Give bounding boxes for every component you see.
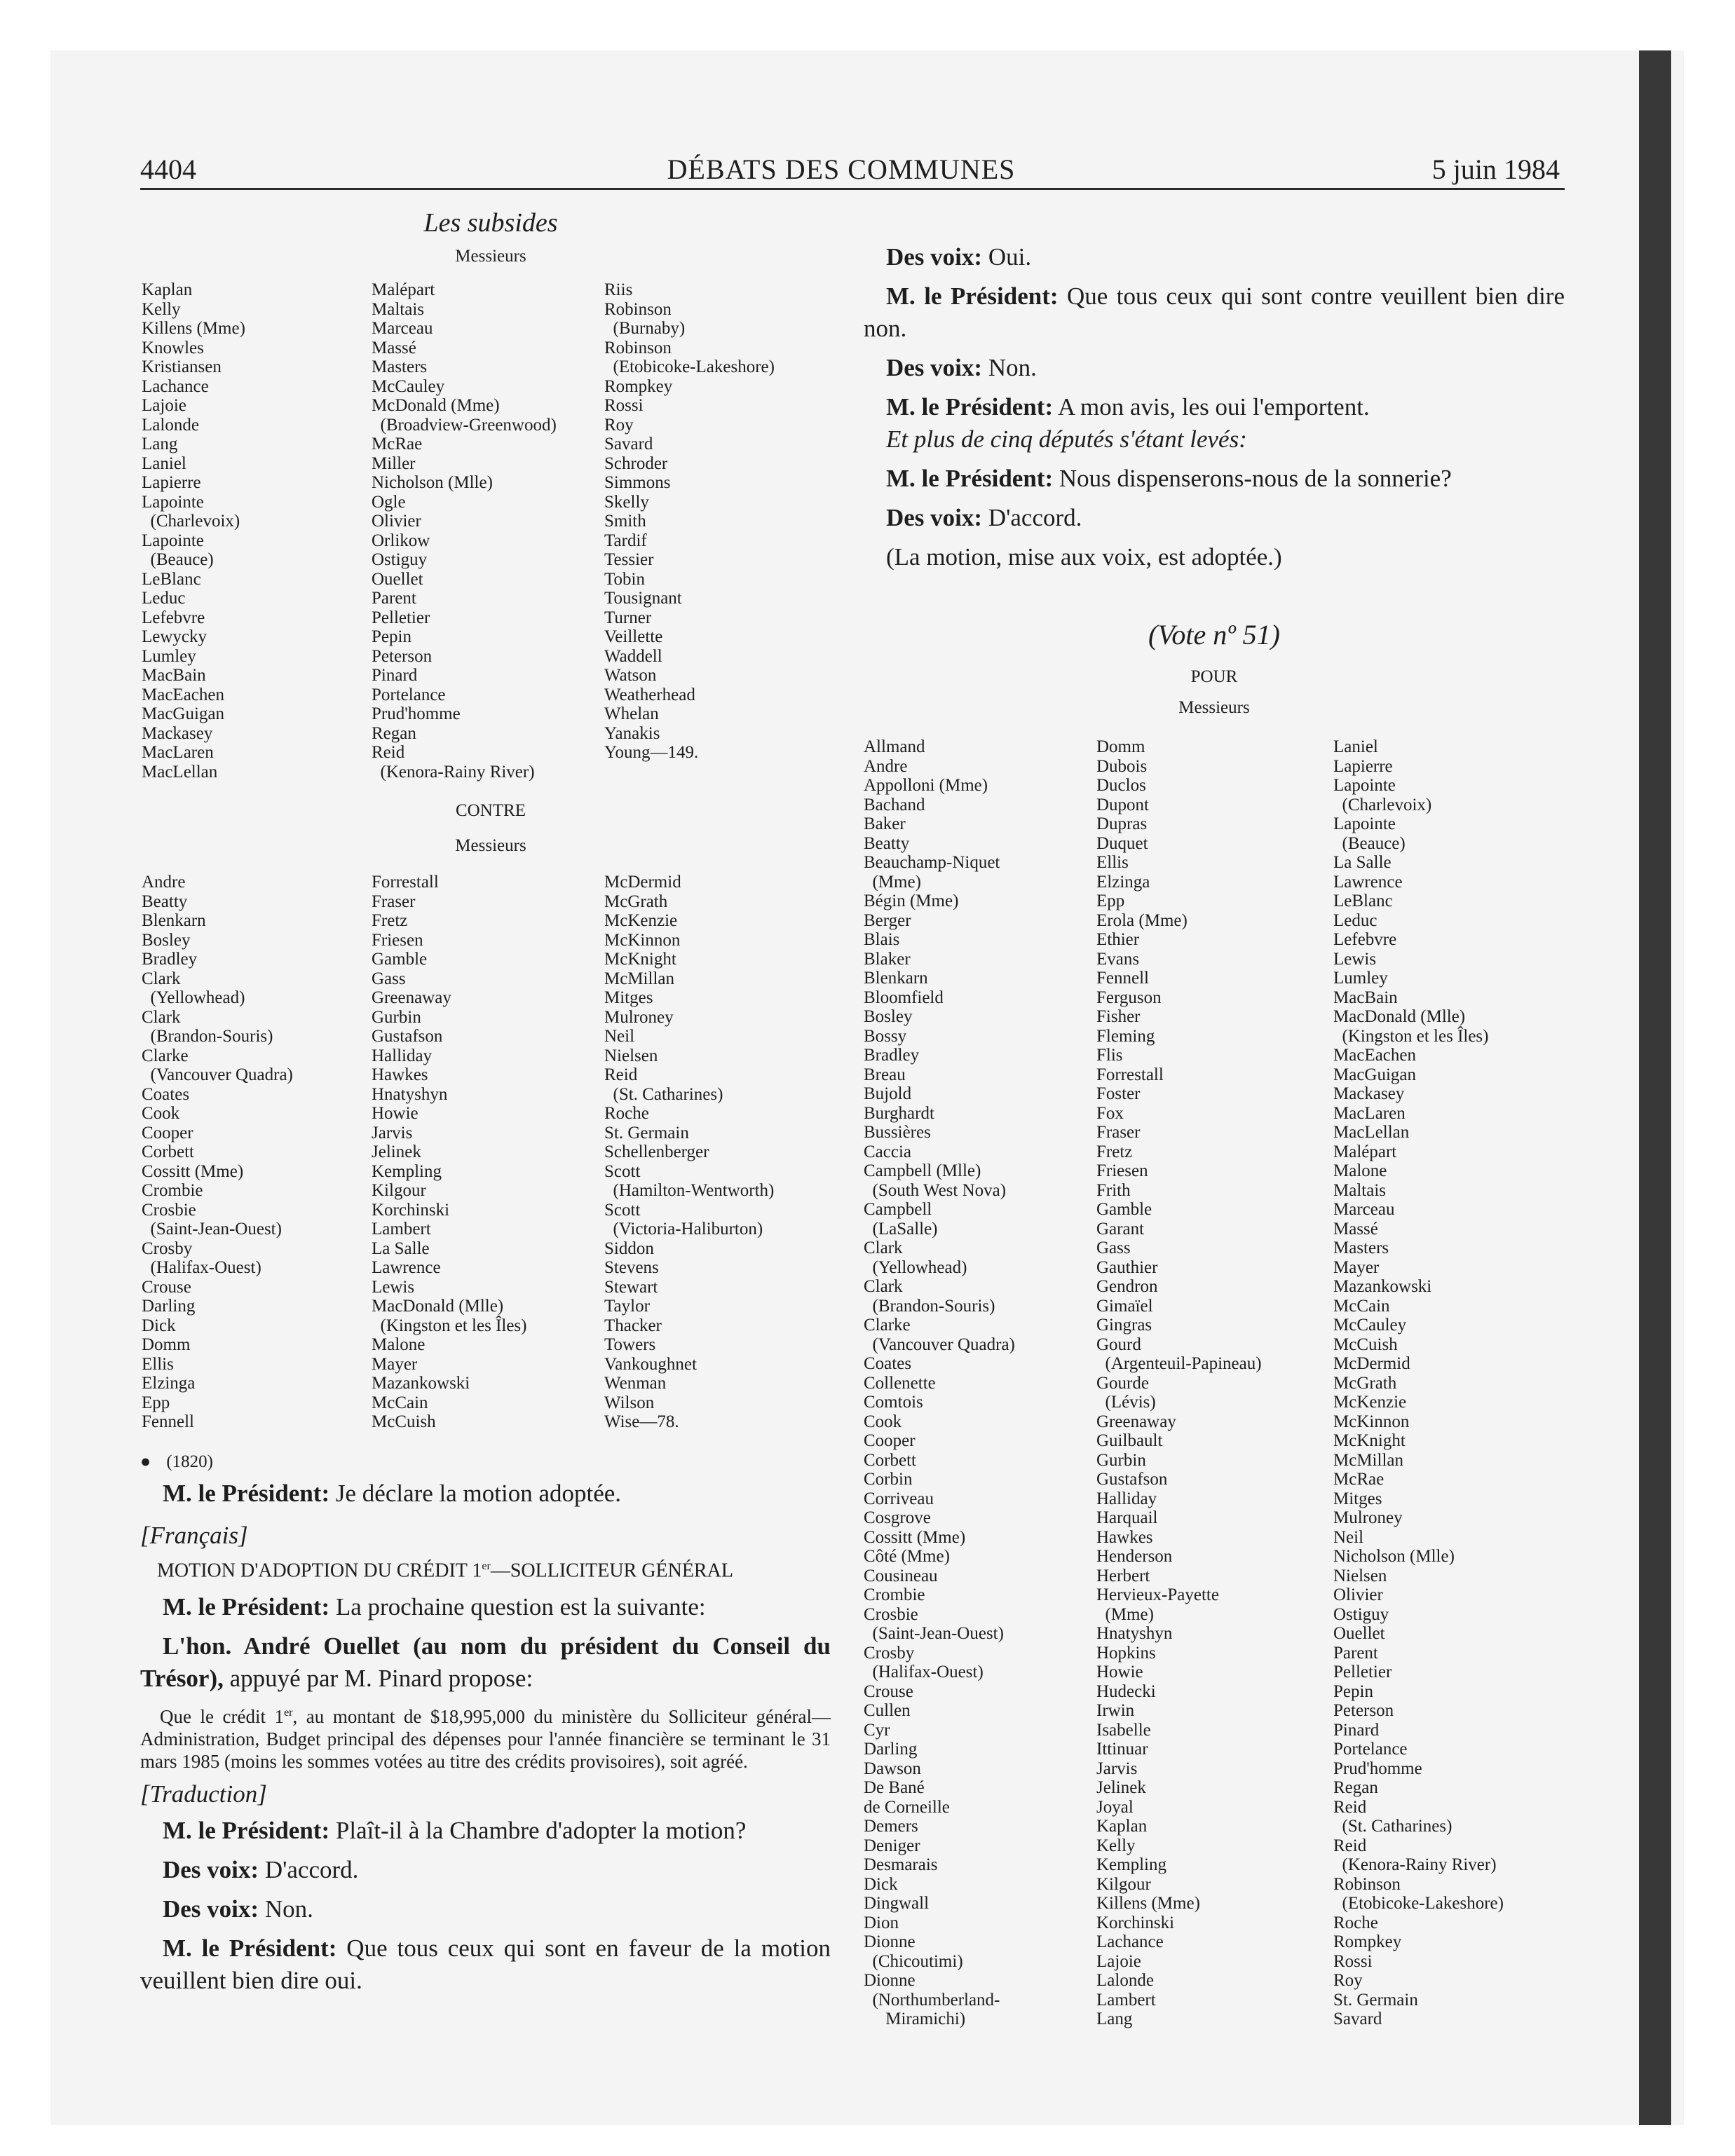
- speaker: M. le Président:: [886, 282, 1059, 310]
- translation-marker: [Traduction]: [140, 1780, 267, 1808]
- header-rule: [140, 188, 1565, 190]
- speaker: M. le Président:: [886, 393, 1054, 421]
- page-number: 4404: [140, 153, 196, 185]
- vote-51-list-col2: Domm Dubois Duclos Dupont Dupras Duquet Ellis Elzinga Epp Erola (Mme) Ethier Evans Fennell Ferguson Fisher Fleming Flis Forrestall Foster Fox Fraser Fretz Friesen Frith Gamble Garant Gass Gauthier Gendron Gimaïel Gingras Gourd (Argenteuil-Papineau) Gourde (Lévis) Greenaway Guilbault Gurbin Gustafson Halliday Harquail Hawkes Henderson Herbert Hervieux-Payette (Mme) Hnatyshyn Hopkins Howie Hudecki Irwin Isabelle Ittinuar Jarvis Jelinek Joyal Kaplan Kelly Kempling Kilgour Killens (Mme) Korchinski Lachance Lajoie Lalonde Lambert Lang: [1096, 737, 1262, 2028]
- paragraph: [140, 1630, 831, 1695]
- motion-text: [140, 1702, 831, 1773]
- speaker: Des voix:: [163, 1856, 259, 1884]
- paragraph: [864, 241, 1565, 273]
- speech: appuyé par M. Pinard propose:: [223, 1665, 533, 1693]
- paragraph: [140, 1478, 831, 1510]
- vote-pour-list-col2: Malépart Maltais Marceau Massé Masters McCauley McDonald (Mme) (Broadview-Greenwood) McRae Miller Nicholson (Mlle) Ogle Olivier Orlikow Ostiguy Ouellet Parent Pelletier Pepin Peterson Pinard Portelance Prud'homme Regan Reid (Kenora-Rainy River): [372, 280, 557, 782]
- speech: Non.: [982, 354, 1037, 381]
- speaker: M. le Président:: [163, 1935, 337, 1963]
- subheading-contre: CONTRE: [456, 801, 526, 820]
- right-debate-block: [864, 241, 1565, 580]
- speech: La prochaine question est la suivante:: [329, 1593, 706, 1621]
- left-debate-block: [140, 1478, 831, 2004]
- paragraph: [140, 1932, 831, 1997]
- paragraph: [864, 502, 1565, 534]
- running-title: DÉBATS DES COMMUNES: [667, 153, 1016, 185]
- paragraph: [864, 280, 1565, 345]
- paragraph: [140, 1591, 831, 1623]
- speaker: L'hon. André Ouellet (au nom du président du Conseil du Trésor),: [140, 1632, 831, 1693]
- speech: Oui.: [982, 243, 1032, 271]
- speech: Nous dispenserons-nous de la sonnerie?: [1053, 465, 1452, 492]
- speaker: M. le Président:: [886, 465, 1054, 492]
- speech: Plaît-il à la Chambre d'adopter la motion?: [329, 1817, 747, 1845]
- time-stamp-text: (1820): [166, 1452, 214, 1471]
- speech: D'accord.: [259, 1856, 359, 1884]
- motion-text-part: , au montant de $18,995,000 du ministère du Solliciteur général—Administration, Budget principal des dépenses pour l'année financière se terminant le 31 mars 1985 (moins les sommes votées au titre des crédits provisoires), soit agréé.: [140, 1706, 831, 1773]
- speech: A mon avis, les oui l'emportent.: [1053, 393, 1370, 421]
- vote-51-list-col1: Allmand Andre Appolloni (Mme) Bachand Baker Beatty Beauchamp-Niquet (Mme) Bégin (Mme) Berger Blais Blaker Blenkarn Bloomfield Bosley Bossy Bradley Breau Bujold Burghardt Bussières Caccia Campbell (Mlle) (South West Nova) Campbell (LaSalle) Clark (Yellowhead) Clark (Brandon-Souris) Clarke (Vancouver Quadra) Coates Collenette Comtois Cook Cooper Corbett Corbin Corriveau Cosgrove Cossitt (Mme) Côté (Mme) Cousineau Crombie Crosbie (Saint-Jean-Ouest) Crosby (Halifax-Ouest) Crouse Cullen Cyr Darling Dawson De Bané de Corneille Demers Deniger Desmarais Dick Dingwall Dion Dionne (Chicoutimi) Dionne (Northumberland- Miramichi): [864, 737, 1015, 2028]
- vote-title: (Vote nº 51): [1148, 619, 1280, 650]
- speaker: M. le Président:: [163, 1817, 330, 1845]
- speaker: Des voix:: [886, 504, 983, 531]
- speech: D'accord.: [982, 504, 1082, 531]
- scan-edge-shadow: [1639, 50, 1671, 2125]
- paragraph: [864, 391, 1565, 423]
- subheading-messieurs-contre: Messieurs: [455, 836, 526, 855]
- bullet-icon: ●: [140, 1452, 151, 1471]
- speech: Que tous ceux qui sont contre veuillent bien dire non.: [864, 282, 1565, 342]
- time-stamp: [140, 1452, 213, 1472]
- page-date: 5 juin 1984: [1431, 153, 1560, 185]
- speech: Non.: [259, 1895, 313, 1923]
- vote-contre-list-col2: Forrestall Fraser Fretz Friesen Gamble Gass Greenaway Gurbin Gustafson Halliday Hawkes Hnatyshyn Howie Jarvis Jelinek Kempling Kilgour Korchinski Lambert La Salle Lawrence Lewis MacDonald (Mlle) (Kingston et les Îles) Malone Mayer Mazankowski McCain McCuish: [372, 873, 527, 1431]
- stage-direction: Et plus de cinq députés s'étant levés:: [886, 425, 1247, 453]
- motion-heading-text: MOTION D'ADOPTION DU CRÉDIT 1: [157, 1560, 482, 1582]
- speaker: M. le Président:: [163, 1593, 330, 1621]
- motion-text-part: Que le crédit 1: [160, 1706, 285, 1728]
- speaker: Des voix:: [163, 1895, 259, 1923]
- paragraph: [140, 1815, 831, 1847]
- vote-contre-list-col3: McDermid McGrath McKenzie McKinnon McKnight McMillan Mitges Mulroney Neil Nielsen Reid (St. Catharines) Roche St. Germain Schellenberger Scott (Hamilton-Wentworth) Scott (Victoria-Haliburton) Siddon Stevens Stewart Taylor Thacker Towers Vankoughnet Wenman Wilson Wise—78.: [604, 873, 775, 1431]
- vote-pour-list-col3: Riis Robinson (Burnaby) Robinson (Etobicoke-Lakeshore) Rompkey Rossi Roy Savard Schroder Simmons Skelly Smith Tardif Tessier Tobin Tousignant Turner Veillette Waddell Watson Weatherhead Whelan Yanakis Young—149.: [604, 280, 775, 762]
- section-title: Les subsides: [423, 208, 558, 238]
- speech: Je déclare la motion adoptée.: [329, 1480, 622, 1507]
- speaker: Des voix:: [886, 243, 983, 271]
- paragraph: [864, 352, 1565, 384]
- vote-51-list-col3: Laniel Lapierre Lapointe (Charlevoix) Lapointe (Beauce) La Salle Lawrence LeBlanc Leduc Lefebvre Lewis Lumley MacBain MacDonald (Mlle) (Kingston et les Îles) MacEachen MacGuigan Mackasey MacLaren MacLellan Malépart Malone Maltais Marceau Massé Masters Mayer Mazankowski McCain McCauley McCuish McDermid McGrath McKenzie McKinnon McKnight McMillan McRae Mitges Mulroney Neil Nicholson (Mlle) Nielsen Olivier Ostiguy Ouellet Parent Pelletier Pepin Peterson Pinard Portelance Prud'homme Regan Reid (St. Catharines) Reid (Kenora-Rainy River) Robinson (Etobicoke-Lakeshore) Roche Rompkey Rossi Roy St. Germain Savard: [1333, 737, 1504, 2028]
- paragraph: (La motion, mise aux voix, est adoptée.): [886, 543, 1282, 571]
- paragraph: [140, 1893, 831, 1925]
- motion-heading-text: —SOLLICITEUR GÉNÉRAL: [490, 1560, 733, 1582]
- motion-heading: [140, 1555, 831, 1583]
- paragraph: [864, 463, 1565, 495]
- subheading-pour: POUR: [1190, 667, 1238, 686]
- speaker: M. le Président:: [163, 1480, 330, 1507]
- speech: Que tous ceux qui sont en faveur de la motion veuillent bien dire oui.: [140, 1935, 831, 1995]
- subheading-messieurs-pour: Messieurs: [1178, 698, 1250, 717]
- vote-pour-list-col1: Kaplan Kelly Killens (Mme) Knowles Kristiansen Lachance Lajoie Lalonde Lang Laniel Lapierre Lapointe (Charlevoix) Lapointe (Beauce) LeBlanc Leduc Lefebvre Lewycky Lumley MacBain MacEachen MacGuigan Mackasey MacLaren MacLellan: [142, 280, 245, 782]
- superscript: er: [284, 1707, 293, 1719]
- speaker: Des voix:: [886, 354, 983, 381]
- language-marker: [Français]: [140, 1522, 248, 1549]
- subheading-messieurs: Messieurs: [455, 247, 526, 266]
- paragraph: [140, 1854, 831, 1886]
- superscript: er: [482, 1560, 491, 1572]
- vote-contre-list-col1: Andre Beatty Blenkarn Bosley Bradley Clark (Yellowhead) Clark (Brandon-Souris) Clarke (Vancouver Quadra) Coates Cook Cooper Corbett Cossitt (Mme) Crombie Crosbie (Saint-Jean-Ouest) Crosby (Halifax-Ouest) Crouse Darling Dick Domm Ellis Elzinga Epp Fennell: [142, 873, 293, 1431]
